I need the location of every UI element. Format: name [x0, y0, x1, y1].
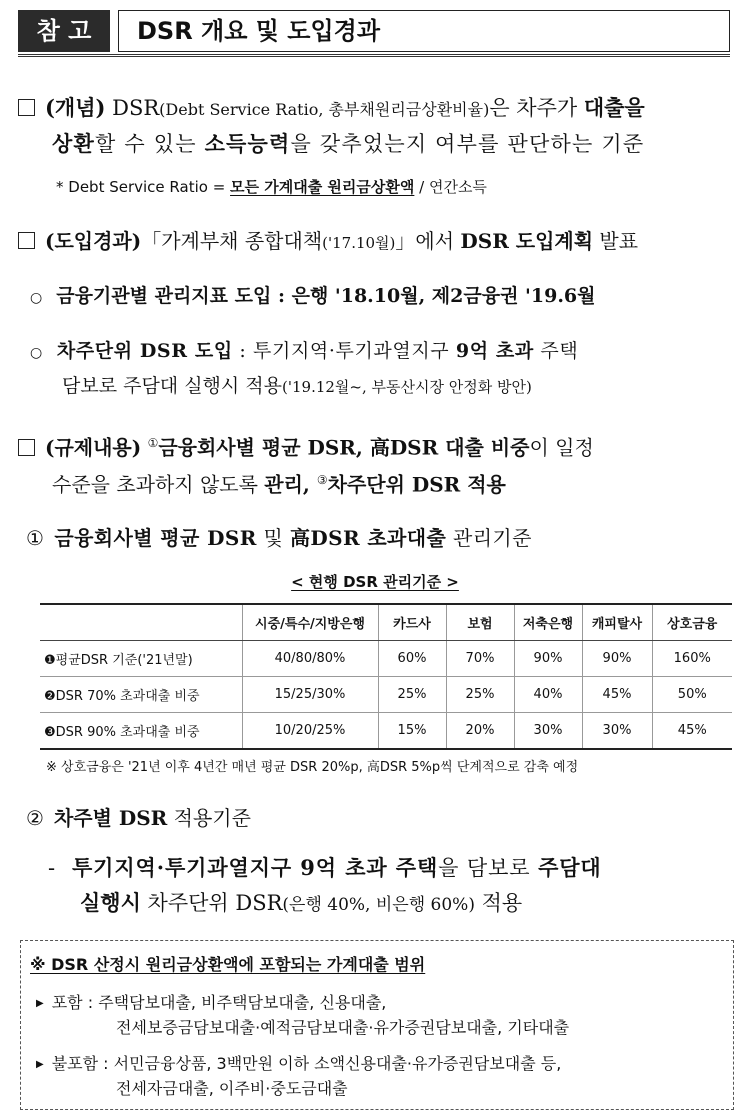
table-note: ※ 상호금융은 '21년 이후 4년간 매년 평균 DSR 20%p, 高DSR 5%p씩 단계적으로 감축 예정: [46, 760, 579, 775]
table-cell: 40/80/80%: [242, 641, 378, 677]
circled-number: ①: [147, 436, 159, 450]
circle-bullet-icon: ○: [30, 290, 43, 306]
history-tag: (도입경과): [45, 229, 142, 253]
sub2-bold: 실행시: [80, 890, 141, 915]
concept-line-1: [18, 93, 645, 125]
regulation-line-1: [18, 428, 594, 463]
table-row: [40, 677, 732, 713]
regulation-tag: (규제내용): [45, 435, 142, 460]
concept-text: DSR: [105, 96, 160, 120]
regulation-bold: 금융회사별 평균 DSR, 高DSR 대출 비중: [158, 435, 530, 460]
table-header-cell: 보험: [446, 604, 514, 641]
sub2-text: 적용: [474, 891, 523, 915]
table-row: [40, 641, 732, 677]
table-cell: 25%: [378, 677, 446, 713]
history-bold: 차주단위 DSR 도입: [56, 340, 233, 362]
concept-text: 할 수 있는: [94, 132, 205, 156]
table-row-header: ❸DSR 90% 초과대출 비중: [40, 713, 242, 750]
exclude-text: 서민금융상품, 3백만원 이하 소액신용대출·유가증권담보대출 등,: [113, 1054, 562, 1073]
table-cell: 45%: [582, 677, 652, 713]
table-header-cell: [40, 604, 242, 641]
table-cell: 30%: [514, 713, 582, 750]
concept-line-2: [52, 129, 644, 159]
table-cell: 30%: [582, 713, 652, 750]
table-cell: 10/20/25%: [242, 713, 378, 750]
notebox-include-line-2: 전세보증금담보대출·예적금담보대출·유가증권담보대출, 기타대출: [116, 1018, 570, 1037]
checkbox-square-icon: [18, 232, 35, 249]
triangle-bullet-icon: ▶: [36, 1059, 44, 1070]
table-cell: 90%: [582, 641, 652, 677]
history-text: : 투기지역·투기과열지구: [232, 340, 456, 362]
sub1-text: 및: [256, 526, 290, 550]
table-cell: 60%: [378, 641, 446, 677]
table-cell: 70%: [446, 641, 514, 677]
concept-text: 은 차주가: [489, 96, 584, 120]
table-cell: 160%: [652, 641, 732, 677]
concept-paren: (Debt Service Ratio, 총부채원리금상환비율): [159, 100, 490, 119]
history-text: 주택: [533, 340, 579, 362]
table-row: [40, 713, 732, 750]
sub2-text: 을 담보로: [438, 856, 539, 880]
regulation-text: 수준을 초과하지 않도록: [52, 472, 265, 497]
subsection-2-line-1: [48, 853, 602, 883]
history-bold: DSR 도입계획: [460, 229, 594, 253]
table-cell: 20%: [446, 713, 514, 750]
history-paren: ('17.10월): [322, 234, 396, 252]
table-cell: 15%: [378, 713, 446, 750]
checkbox-square-icon: [18, 99, 35, 116]
include-label: 포함 :: [51, 993, 99, 1012]
circled-number: ②: [26, 806, 44, 830]
table-header-cell: 시중/특수/지방은행: [242, 604, 378, 641]
history-text: 」에서: [395, 229, 461, 253]
table-header-cell: 저축은행: [514, 604, 582, 641]
concept-bold: 대출을: [583, 95, 645, 120]
history-bullet-2-cont: [62, 371, 532, 402]
exclude-label: 불포함 :: [51, 1054, 114, 1073]
table-caption: < 현행 DSR 관리기준 >: [291, 573, 459, 591]
notebox-exclude-line-2: 전세자금대출, 이주비·중도금대출: [116, 1079, 348, 1098]
history-line: [18, 226, 638, 258]
history-text: 「가계부채 종합대책: [141, 229, 323, 253]
table-header-cell: 카드사: [378, 604, 446, 641]
subsection-2-line-2: [80, 888, 522, 920]
circled-number: ③: [316, 473, 328, 487]
circle-bullet-icon: ○: [30, 345, 43, 361]
concept-bold: 소득능력: [204, 131, 291, 156]
table-cell: 50%: [652, 677, 732, 713]
footnote-text: / 연간소득: [414, 178, 487, 196]
history-paren: ('19.12월~, 부동산시장 안정화 방안): [282, 378, 532, 396]
regulation-bold: 관리,: [264, 472, 317, 497]
table-cell: 90%: [514, 641, 582, 677]
circled-number: ①: [26, 526, 45, 550]
table-cell: 40%: [514, 677, 582, 713]
triangle-bullet-icon: ▶: [36, 998, 44, 1009]
dsr-management-table: [40, 603, 732, 750]
regulation-bold: 차주단위 DSR 적용: [327, 472, 506, 497]
table-header-cell: 캐피탈사: [582, 604, 652, 641]
concept-text: 을 갖추었는지 여부를 판단하는 기준: [290, 132, 645, 156]
sub1-bold: 高DSR 초과대출: [289, 526, 447, 550]
table-cell: 25%: [446, 677, 514, 713]
history-text: 담보로 주담대 실행시 적용: [62, 375, 283, 397]
history-bullet-text: 금융기관별 관리지표 도입 : 은행 '18.10월, 제2금융권 '19.6월: [56, 285, 596, 307]
concept-tag: (개념): [45, 95, 106, 120]
sub1-bold: 금융회사별 평균 DSR: [54, 526, 257, 550]
sub2-bold: 투기지역·투기과열지구 9억 초과 주택: [72, 855, 439, 880]
checkbox-square-icon: [18, 439, 35, 456]
reference-tag: 참 고: [18, 10, 110, 52]
sub2-bold: 주담대: [538, 855, 602, 880]
sub2-text: 적용기준: [167, 806, 251, 830]
concept-bold: 상환: [52, 131, 95, 156]
history-bold: 9억 초과: [455, 340, 534, 362]
subsection-2-title: [26, 803, 251, 833]
table-header-row: [40, 604, 732, 641]
table-cell: 15/25/30%: [242, 677, 378, 713]
subsection-1-title: [26, 523, 532, 553]
history-bullet-1: [30, 281, 596, 313]
regulation-text: 이 일정: [529, 435, 594, 460]
regulation-line-2: [52, 465, 506, 500]
dash-bullet: -: [48, 856, 56, 880]
table-cell: 45%: [652, 713, 732, 750]
table-row-header: ❷DSR 70% 초과대출 비중: [40, 677, 242, 713]
table-row-header: ❶평균DSR 기준('21년말): [40, 641, 242, 677]
page-title: DSR 개요 및 도입경과: [118, 10, 730, 52]
notebox-title: ※ DSR 산정시 원리금상환액에 포함되는 가계대출 범위: [30, 955, 426, 974]
concept-footnote: [56, 172, 487, 202]
history-text: 발표: [593, 229, 639, 253]
sub2-paren: (은행 40%, 비은행 60%): [282, 895, 475, 915]
include-text: 주택담보대출, 비주택담보대출, 신용대출,: [98, 993, 387, 1012]
sub1-text: 관리기준: [446, 526, 532, 550]
sub2-bold: 차주별 DSR: [53, 806, 168, 830]
table-header-cell: 상호금융: [652, 604, 732, 641]
footnote-bold: 모든 가계대출 원리금상환액: [230, 178, 415, 196]
sub2-text: 차주단위 DSR: [140, 891, 283, 915]
footnote-text: * Debt Service Ratio =: [56, 178, 231, 196]
history-bullet-2: [30, 336, 578, 368]
header-divider: [18, 54, 730, 57]
